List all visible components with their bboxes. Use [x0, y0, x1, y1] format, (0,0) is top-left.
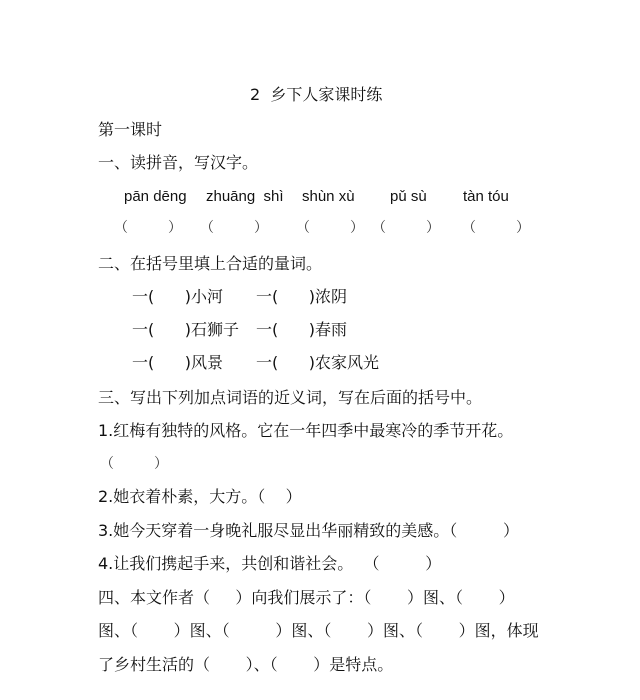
measure-word-item[interactable]: 一( )浓阴: [256, 287, 348, 306]
question-3[interactable]: 3.她今天穿着一身晚礼服尽显出华丽精致的美感。（ ）: [98, 521, 520, 540]
pinyin-4: pǔ sù: [390, 188, 427, 205]
blank-2[interactable]: （ ）: [200, 220, 269, 236]
measure-word-item[interactable]: 一( )小河: [132, 287, 224, 306]
section4-line-2[interactable]: 图、（ ）图、（ ）图、（ ）图、（ ）图，体现: [98, 621, 539, 640]
blank-3[interactable]: （ ）: [296, 220, 365, 236]
section2-heading: 二、在括号里填上合适的量词。: [98, 254, 323, 273]
blank-5[interactable]: （ ）: [462, 220, 531, 236]
question-1-blank[interactable]: （ ）: [100, 456, 169, 472]
section4-line-1[interactable]: 四、本文作者（ ）向我们展示了：（ ）图、（ ）: [98, 588, 515, 607]
pinyin-2: zhuāng shì: [206, 188, 284, 205]
question-4[interactable]: 4.让我们携起手来，共创和谐社会。 （ ）: [98, 554, 442, 573]
section4-line-3[interactable]: 了乡村生活的（ ）、（ ）是特点。: [98, 655, 394, 674]
pinyin-1: pān dēng: [124, 188, 187, 205]
pinyin-3: shùn xù: [302, 188, 355, 205]
section3-heading: 三、写出下列加点词语的近义词，写在后面的括号中。: [98, 388, 483, 407]
measure-word-item[interactable]: 一( )风景: [132, 353, 224, 372]
question-1: 1.红梅有独特的风格。它在一年四季中最寒冷的季节开花。: [98, 421, 514, 440]
blank-1[interactable]: （ ）: [114, 220, 183, 236]
measure-word-item[interactable]: 一( )春雨: [256, 320, 348, 339]
measure-word-item[interactable]: 一( )农家风光: [256, 353, 380, 372]
pinyin-5: tàn tóu: [463, 188, 509, 205]
section1-heading: 一、读拼音，写汉字。: [98, 153, 259, 172]
blank-4[interactable]: （ ）: [372, 220, 441, 236]
question-2[interactable]: 2.她衣着朴素，大方。（ ）: [98, 487, 302, 506]
page-title: 2 乡下人家课时练: [250, 85, 383, 104]
lesson-label: 第一课时: [98, 120, 163, 139]
measure-word-item[interactable]: 一( )石狮子: [132, 320, 240, 339]
